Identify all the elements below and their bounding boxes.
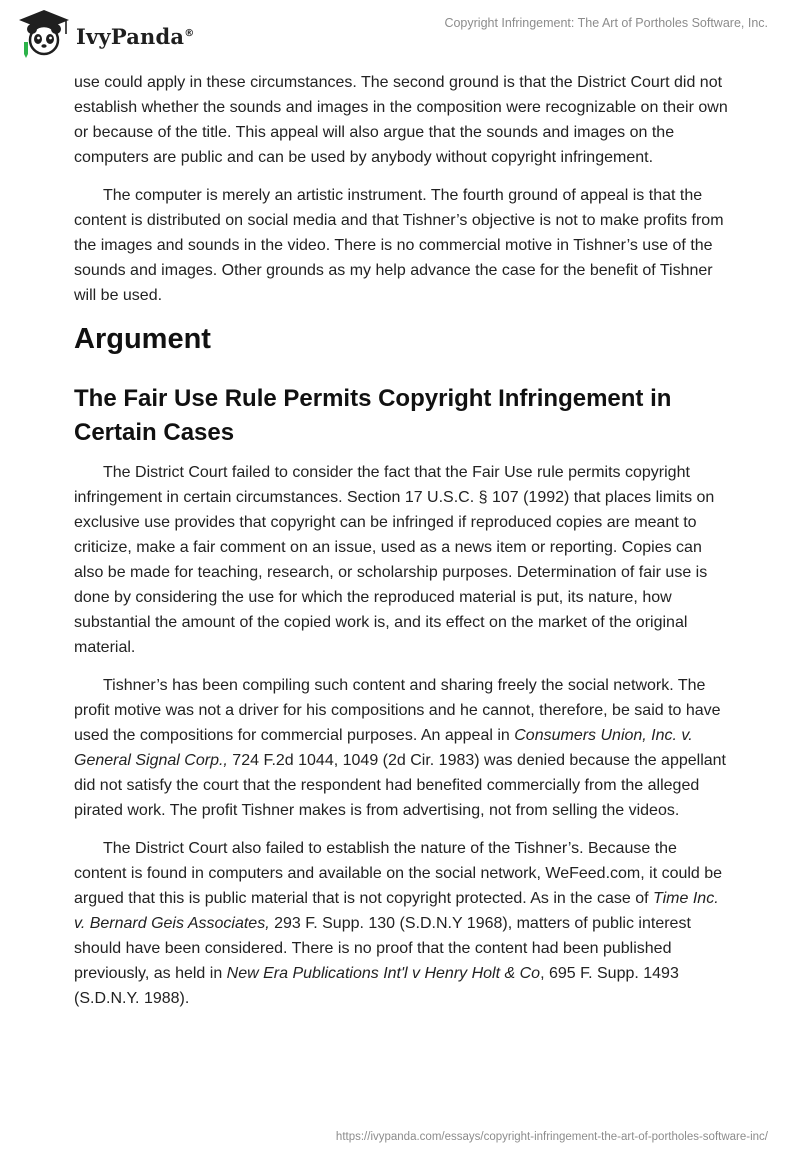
paragraph: The District Court also failed to establish the nature of the Tishner’s. Because the content is found in computers and available on the social network, WeFeed.com, it could be argued that this is public material that is not copyright protected. As in the case of Time Inc. v. Bernard Geis Associates, 293 F. Supp. 130 (S.D.N.Y 1968), matters of public interest should have been considered. There is no proof that the content had been published previously, as held in New Era Publications Int'l v Henry Holt & Co, 695 F. Supp. 1493 (S.D.N.Y. 1988).	[74, 840, 723, 1007]
subsection-heading-fair-use: The Fair Use Rule Permits Copyright Infringement in Certain Cases	[74, 385, 672, 446]
ivypanda-logo[interactable]	[14, 8, 194, 60]
paragraph: The District Court failed to consider the fact that the Fair Use rule permits copyright infringement in certain circumstances. Section 17 U.S.C. § 107 (1992) that places limits on exclusive use provides that copyright can be infringed if reproduced copies are meant to criticize, make a fair comment on an issue, used as a news item or reporting. Copies can also be made for teaching, research, or scholarship purposes. Determination of fair use is done by considering the use for which the reproduced material is put, its nature, how substantial the amount of the copied work is, and its effect on the market of the original material.	[74, 464, 715, 656]
essay-content	[74, 70, 728, 1024]
document-title: Copyright Infringement: The Art of Portholes Software, Inc.	[444, 16, 768, 30]
page-header	[0, 0, 800, 64]
paragraph-continued: use could apply in these circumstances. The second ground is that the District Court did not establish whether the sounds and images in the composition were recognizable on their own or because of the title. This appeal will also argue that the sounds and images on the computers are public and can be used by anybody without copyright infringement.	[74, 74, 728, 166]
panda-graduate-icon	[14, 8, 74, 60]
paragraph: The computer is merely an artistic instrument. The fourth ground of appeal is that the content is distributed on social media and that Tishner’s objective is not to make profits from the images and sounds in the video. There is no commercial motive in Tishner’s use of the sounds and images. Other grounds as my help advance the case for the benefit of Tishner will be used.	[74, 187, 724, 304]
section-heading-argument: Argument	[74, 323, 211, 355]
case-citation: Time Inc. v. Bernard Geis Associates,	[74, 890, 719, 932]
case-citation: New Era Publications Int'l v Henry Holt & Co	[226, 965, 541, 982]
logo-wordmark: IvyPanda®	[76, 23, 195, 49]
case-citation: Consumers Union, Inc. v. General Signal Corp.,	[74, 727, 693, 769]
source-url[interactable]: https://ivypanda.com/essays/copyright-infringement-the-art-of-portholes-software-inc/	[335, 1131, 768, 1143]
paragraph: Tishner’s has been compiling such content and sharing freely the social network. The profit motive was not a driver for his compositions and he cannot, therefore, be said to have used the compositions for commercial purposes. An appeal in Consumers Union, Inc. v. General Signal Corp., 724 F.2d 1044, 1049 (2d Cir. 1983) was denied because the appellant did not satisfy the court that the respondent had benefited commercially from the alleged pirated work. The profit Tishner makes is from advertising, not from selling the videos.	[74, 677, 726, 819]
